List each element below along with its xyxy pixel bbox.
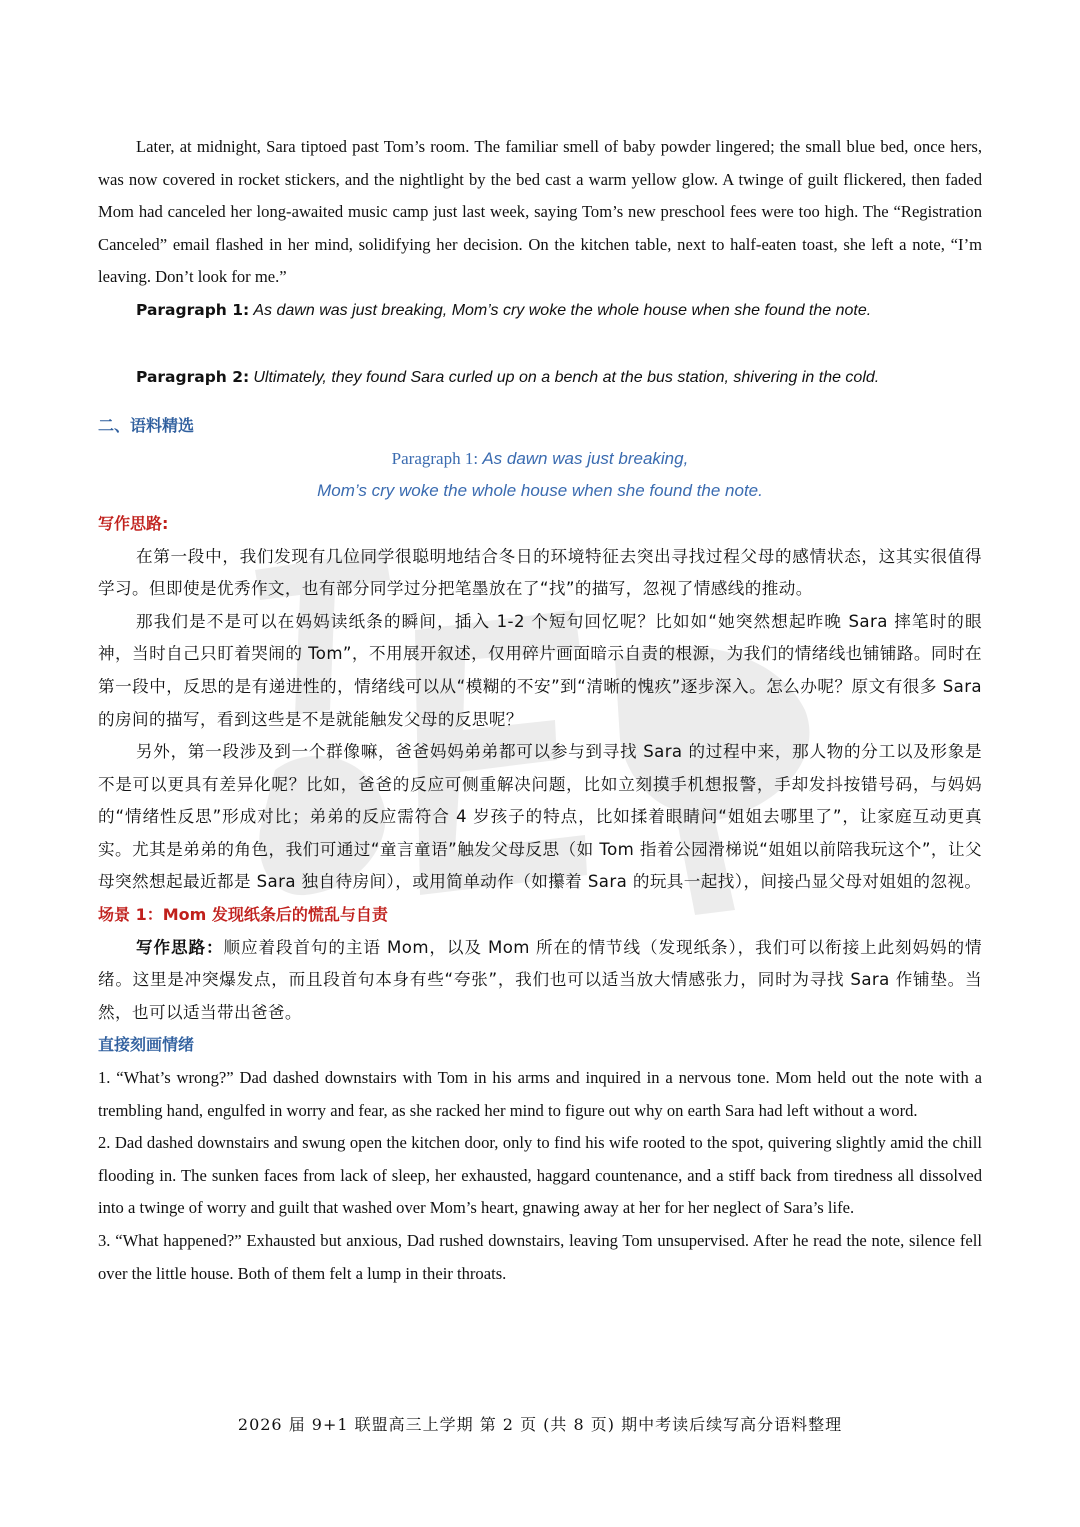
section-title: 二、语料精选 (98, 416, 195, 436)
scene1-idea-label: 写作思路： (136, 937, 224, 957)
writing-idea-heading: 写作思路: (98, 513, 169, 533)
section-para1-text2: Mom’s cry woke the whole house when she found the note. (317, 481, 763, 501)
example-3: 3. “What happened?” Exhausted but anxious, Dad rushed downstairs, leaving Tom unsupervised. After he read the note, silence fell over the little house. Both of them felt a lump in their throats. (98, 1231, 982, 1283)
prompt-1-label: Paragraph 1: (136, 300, 250, 319)
prompt-paragraph-1 (98, 294, 982, 328)
prompt-1-text: As dawn was just breaking, Mom’s cry woke the whole house when she found the note. (253, 301, 872, 319)
passage-text: Later, at midnight, Sara tiptoed past Tom’s room. The familiar smell of baby powder lingered; the small blue bed, once hers, was now covered in rocket stickers, and the nightlight by the bed cast a warm yellow glow. A twinge of guilt flickered, then faded Mom had canceled her long-awaited music camp just last week, saying Tom’s new preschool fees were too high. The “Registration Canceled” email flashed in her mind, solidifying her decision. On the kitchen table, next to half-eaten toast, she left a note, “I’m leaving. Don’t look for me.” (98, 137, 982, 287)
prompt-paragraph-2 (98, 361, 982, 395)
scene1-subheading: 直接刻画情绪 (98, 1035, 195, 1055)
scene1-heading: 场景 1：Mom 发现纸条后的慌乱与自责 (98, 905, 388, 925)
page-footer: 2026 届 9+1 联盟高三上学期 第 2 页 (共 8 页) 期中考读后续写高分语料整理 (237, 1415, 843, 1434)
section-para1-line1 (98, 443, 982, 476)
section-para1-label: Paragraph 1: (391, 448, 479, 468)
scene1-idea (98, 932, 982, 1030)
writing-idea-paragraph-1: 在第一段中，我们发现有几位同学很聪明地结合冬日的环境特征去突出寻找过程父母的感情状态，这其实很值得学习。但即使是优秀作文，也有部分同学过分把笔墨放在了“找”的描写，忽视了情感线的推动。 (98, 546, 982, 599)
document-page (98, 131, 982, 1290)
example-1: 1. “What’s wrong?” Dad dashed downstairs with Tom in his arms and inquired in a nervous tone. Mom held out the note with a trembling hand, engulfed in worry and fear, as she racked her mind to figure out why on earth Sara had left without a word. (98, 1068, 982, 1120)
scene1-idea-text: 顺应着段首句的主语 Mom，以及 Mom 所在的情节线（发现纸条），我们可以衔接上此刻妈妈的情绪。这里是冲突爆发点，而且段首句本身有些“夸张”，我们也可以适当放大情感张力，同时为寻找 Sara 作铺垫。当然，也可以适当带出爸爸。 (98, 937, 983, 1022)
prompt-2-text: Ultimately, they found Sara curled up on a bench at the bus station, shivering in the cold. (253, 368, 880, 386)
example-2: 2. Dad dashed downstairs and swung open the kitchen door, only to find his wife rooted to the spot, quivering slightly amid the chill flooding in. The sunken faces from lack of sleep, her exhausted, haggard countenance, and a stiff back from tiredness all dissolved into a twinge of worry and guilt that washed over Mom’s heart, gnawing away at her for her neglect of Sara’s life. (98, 1133, 982, 1218)
writing-idea-paragraph-2: 那我们是不是可以在妈妈读纸条的瞬间，插入 1-2 个短句回忆呢？比如如“她突然想起昨晚 Sara 摔笔时的眼神，当时自己只盯着哭闹的 Tom”，不用展开叙述，仅用碎片画面暗示自责的根源，为我们的情绪线也铺铺路。同时在第一段中，反思的是有递进性的，情绪线可以从“模糊的不安”到“清晰的愧疚”逐步深入。怎么办呢？原文有很多 Sara 的房间的描写，看到这些是不是就能触发父母的反思呢？ (98, 611, 982, 729)
prompt-2-label: Paragraph 2: (136, 367, 250, 386)
section-para1-line2 (98, 475, 982, 508)
writing-idea-paragraph-3: 另外，第一段涉及到一个群像嘛，爸爸妈妈弟弟都可以参与到寻找 Sara 的过程中来，那人物的分工以及形象是不是可以更具有差异化呢？比如，爸爸的反应可侧重解决问题，比如立刻摸手机想报警，手却发抖按错号码，与妈妈的“情绪性反思”形成对比；弟弟的反应需符合 4 岁孩子的特点，比如揉着眼睛问“姐姐去哪里了”，让家庭互动更真实。尤其是弟弟的角色，我们可通过“童言童语”触发父母反思（如 Tom 指着公园滑梯说“姐姐以前陪我玩这个”，让父母突然想起最近都是 Sara 独自待房间），或用简单动作（如攥着 Sara 的玩具一起找），间接凸显父母对姐姐的忽视。 (98, 742, 982, 892)
section-para1-text1: As dawn was just breaking, (482, 448, 689, 468)
